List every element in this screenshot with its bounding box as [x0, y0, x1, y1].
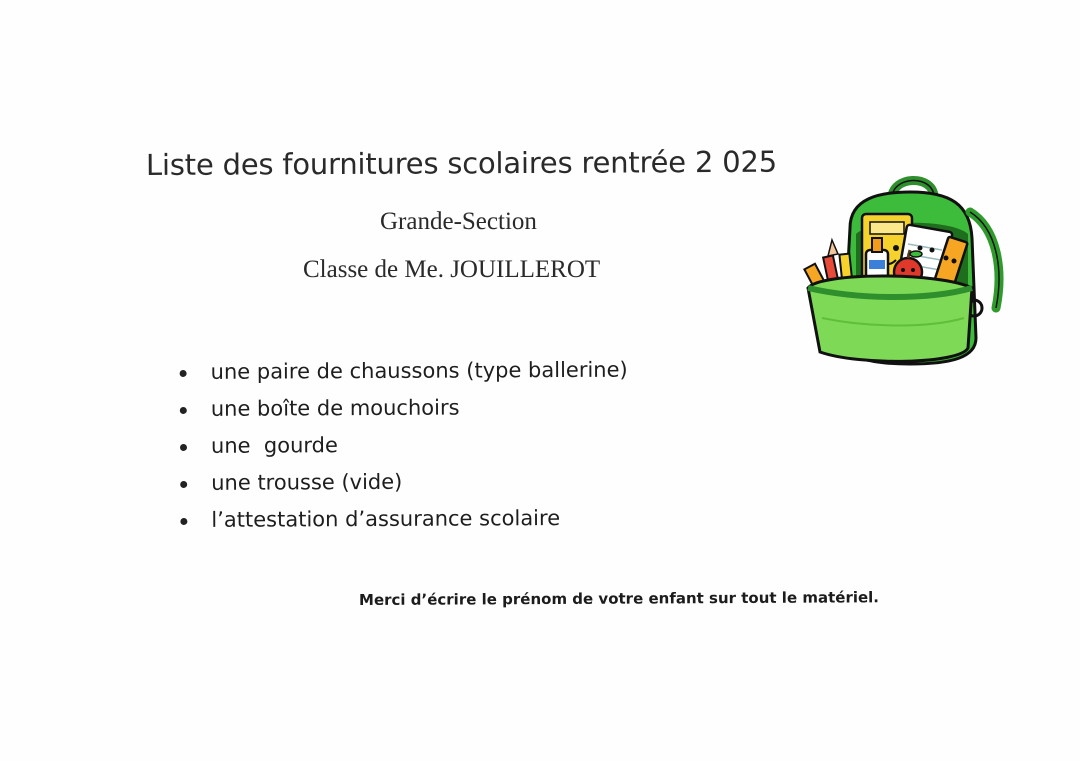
list-item: [178, 426, 628, 465]
supply-list: [178, 352, 629, 539]
list-item-label: une boîte de mouchoirs: [210, 395, 460, 421]
bullet-icon: [180, 370, 187, 377]
page-title: Liste des fournitures scolaires rentrée 2 025: [145, 144, 778, 182]
bullet-icon: [180, 481, 187, 488]
label-reminder-note: Merci d’écrire le prénom de votre enfant sur tout le matériel.: [358, 588, 880, 609]
bullet-icon: [180, 518, 187, 525]
list-item-label: une gourde: [210, 433, 338, 458]
list-item: [178, 463, 628, 502]
teacher-name: Classe de Me. JOUILLEROT: [303, 256, 601, 283]
list-item: [178, 500, 628, 539]
school-backpack-icon: [800, 168, 1010, 373]
bullet-icon: [180, 444, 187, 451]
list-item: [178, 352, 628, 391]
bullet-icon: [180, 407, 187, 414]
list-item-label: une paire de chaussons (type ballerine): [210, 357, 628, 384]
list-item-label: l’attestation d’assurance scolaire: [211, 506, 561, 532]
list-item-label: une trousse (vide): [211, 469, 403, 495]
grade-level: Grande-Section: [380, 208, 537, 235]
list-item: [178, 389, 628, 428]
